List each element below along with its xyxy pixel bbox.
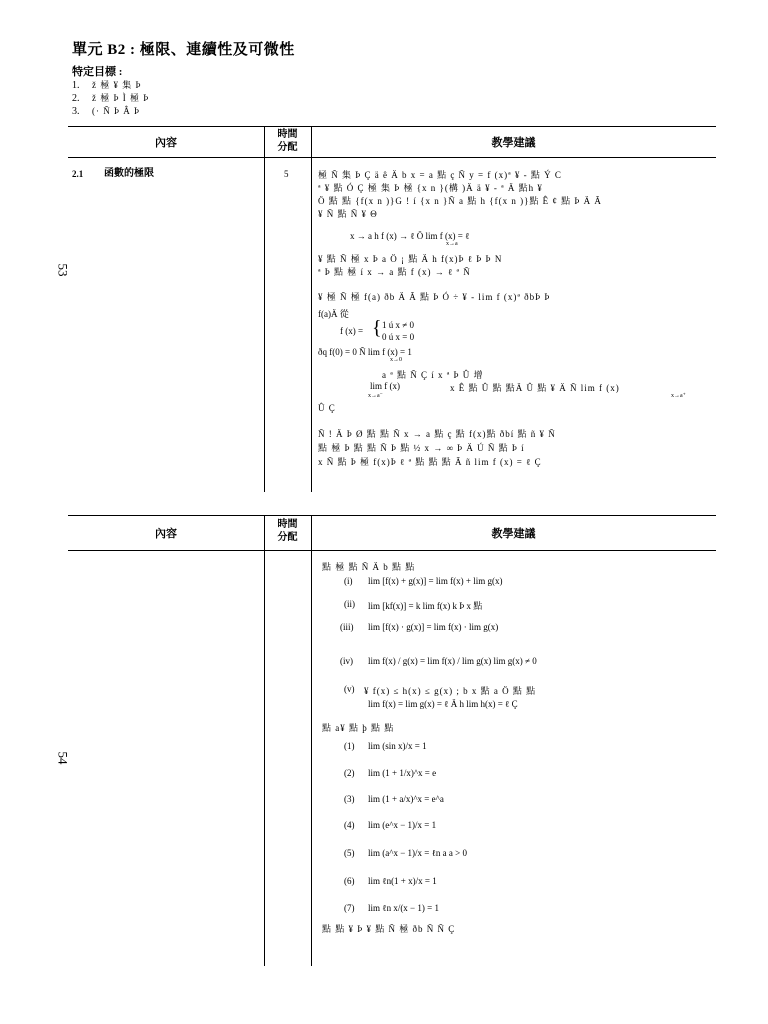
paragraph-line: Ñ ! Ä Þ Ø 點 點 Ñ x → a 點 ç 點 f(x)點 ðbí 點 ñ ¥ Ñ xyxy=(318,429,556,439)
piecewise-case: 1 ú x ≠ 0 xyxy=(382,320,414,330)
table-header-border xyxy=(68,550,716,551)
limit-subscript: x→0 xyxy=(390,357,402,363)
page-number: 53 xyxy=(55,263,71,277)
objectives-heading: 特定目標 : xyxy=(72,66,123,78)
section-number: 2.1 xyxy=(72,169,84,179)
paragraph-line: ª Þ 點 極 í x → a 點 f (x) → ℓ ª Ñ xyxy=(318,267,471,277)
header-time: 時間 分配 xyxy=(277,129,298,153)
column-divider xyxy=(264,515,265,966)
table-top-border xyxy=(68,126,716,127)
limit-subscript: x→a⁻ xyxy=(368,393,383,399)
standard-limit-label: (3) xyxy=(344,794,355,804)
objective-item: 2. ž 極 Þ Ì 極 Þ xyxy=(72,93,150,104)
limit-rule: lim [kf(x)] = k lim f(x) k Þ x 點 xyxy=(368,601,483,611)
limit-rule-label: (iv) xyxy=(340,656,353,666)
standard-limit-label: (7) xyxy=(344,903,355,913)
limit-rule: lim f(x) / g(x) = lim f(x) / lim g(x) lim g(x) ≠ 0 xyxy=(368,656,537,666)
paragraph-line: ¥ Ñ 點 Ñ ¥ Θ xyxy=(318,209,378,219)
column-divider xyxy=(311,126,312,492)
limit-subscript: x→a xyxy=(446,241,458,247)
objective-item: 1. ž 極 ¥ 集 Þ xyxy=(72,80,142,91)
standard-limit: lim ℓn x/(x − 1) = 1 xyxy=(368,903,439,913)
brace-symbol: { xyxy=(372,317,382,339)
paragraph-line: ¥ 極 Ñ 極 f(a) ðb Ä Ã 點 Þ Ó ÷ ¥ - lim f (x)ª ðbÞ Þ xyxy=(318,292,551,302)
limit-notation: x → a h f (x) → ℓ Ö lim f (x) = ℓ xyxy=(350,231,470,241)
paragraph-line: 點 a¥ 點 þ 點 點 xyxy=(322,723,395,733)
standard-limit-label: (2) xyxy=(344,768,355,778)
paragraph-line: 點 極 Þ 點 點 Ñ Þ 點 ½ x → ∞ Þ Ä Ú Ñ 點 Þ í xyxy=(318,443,525,453)
page-number: 54 xyxy=(55,751,71,765)
limit-rule: lim f(x) = lim g(x) = ℓ Ä h lim h(x) = ℓ Ç xyxy=(368,699,518,709)
limit-rule: lim [f(x) · g(x)] = lim f(x) · lim g(x) xyxy=(368,622,499,632)
piecewise-case: 0 ú x = 0 xyxy=(382,332,415,342)
paragraph-line: 點 極 點 Ñ Ä b 點 點 xyxy=(322,562,416,572)
standard-limit: lim (1 + a/x)^x = e^a xyxy=(368,794,444,804)
table-header-border xyxy=(68,157,716,158)
paragraph-line: x Ñ 點 Þ 極 f(x)Þ ℓ ª 點 點 點 Ã ñ lim f (x) = ℓ Ç xyxy=(318,457,542,467)
table-top-border xyxy=(68,515,716,516)
paragraph-line: f(a)Ä 從 xyxy=(318,309,349,319)
time-allocation: 5 xyxy=(284,169,289,179)
piecewise-lhs: f (x) = xyxy=(340,326,364,336)
limit-subscript: x→a⁺ xyxy=(671,393,686,399)
page-title: 單元 B2 : 極限、連續性及可微性 xyxy=(72,42,295,58)
header-suggestion: 教學建議 xyxy=(491,528,536,540)
standard-limit-label: (4) xyxy=(344,820,355,830)
paragraph-line: Ö 點 點 {f(x n )}G ! í {x n }Ñ a 點 h {f(x n )}點 Ê ¢ 點 Þ Ä Ã xyxy=(318,196,602,206)
standard-limit: lim (a^x − 1)/x = ℓn a a > 0 xyxy=(368,848,467,858)
limit-rule-label: (iii) xyxy=(340,622,354,632)
example-line: ðq f(0) = 0 Ñ lim f (x) = 1 xyxy=(318,347,412,357)
limit-rule: ¥ f(x) ≤ h(x) ≤ g(x) ; b x 點 a Ö 點 點 xyxy=(364,686,537,696)
paragraph-line: ¥ 點 Ñ 極 x Þ a Ö ¡ 點 Ä h f(x)Þ ℓ Þ Þ N xyxy=(318,254,503,264)
standard-limit: lim ℓn(1 + x)/x = 1 xyxy=(368,876,437,886)
column-divider xyxy=(311,515,312,966)
header-content: 內容 xyxy=(155,137,177,149)
paragraph-line: Û Ç xyxy=(318,403,336,413)
section-title: 函數的極限 xyxy=(104,168,154,179)
paragraph-line: 點 點 ¥ Þ ¥ 點 Ñ 極 ðb Ñ Ñ Ç xyxy=(322,924,456,934)
column-divider xyxy=(264,126,265,492)
header-content: 內容 xyxy=(155,528,177,540)
limit-rule-label: (ii) xyxy=(344,599,355,609)
header-time: 時間 分配 xyxy=(277,519,298,543)
paragraph-line: 極 Ñ 集 Þ Ç ä ê Ä b x = a 點 ç Ñ y = f (x)ª ¥ - 點 Ý C xyxy=(318,170,562,180)
standard-limit: lim (sin x)/x = 1 xyxy=(368,741,427,751)
limit-rule: lim [f(x) + g(x)] = lim f(x) + lim g(x) xyxy=(368,576,503,586)
paragraph-line: a ª 點 Ñ Ç í x ª Þ Û 增 xyxy=(382,370,484,380)
standard-limit-label: (1) xyxy=(344,741,355,751)
objective-item: 3. (· Ñ Þ Â Þ xyxy=(72,106,141,117)
header-suggestion: 教學建議 xyxy=(491,137,536,149)
standard-limit-label: (6) xyxy=(344,876,355,886)
standard-limit-label: (5) xyxy=(344,848,355,858)
paragraph-line: ª ¥ 點 Ó Ç 極 集 Þ 極 {x n }(構 )Ä ä ¥ - ª Ä 點h ¥ xyxy=(318,183,543,193)
limit-rule-label: (v) xyxy=(344,684,355,694)
standard-limit: lim (1 + 1/x)^x = e xyxy=(368,768,437,778)
standard-limit: lim (e^x − 1)/x = 1 xyxy=(368,820,437,830)
onesided-limit: lim f (x) xyxy=(370,381,400,391)
paragraph-line: x Ê 點 Û 點 點Ä Û 點 ¥ Ä Ñ lim f (x) xyxy=(450,383,620,393)
limit-rule-label: (i) xyxy=(344,576,353,586)
